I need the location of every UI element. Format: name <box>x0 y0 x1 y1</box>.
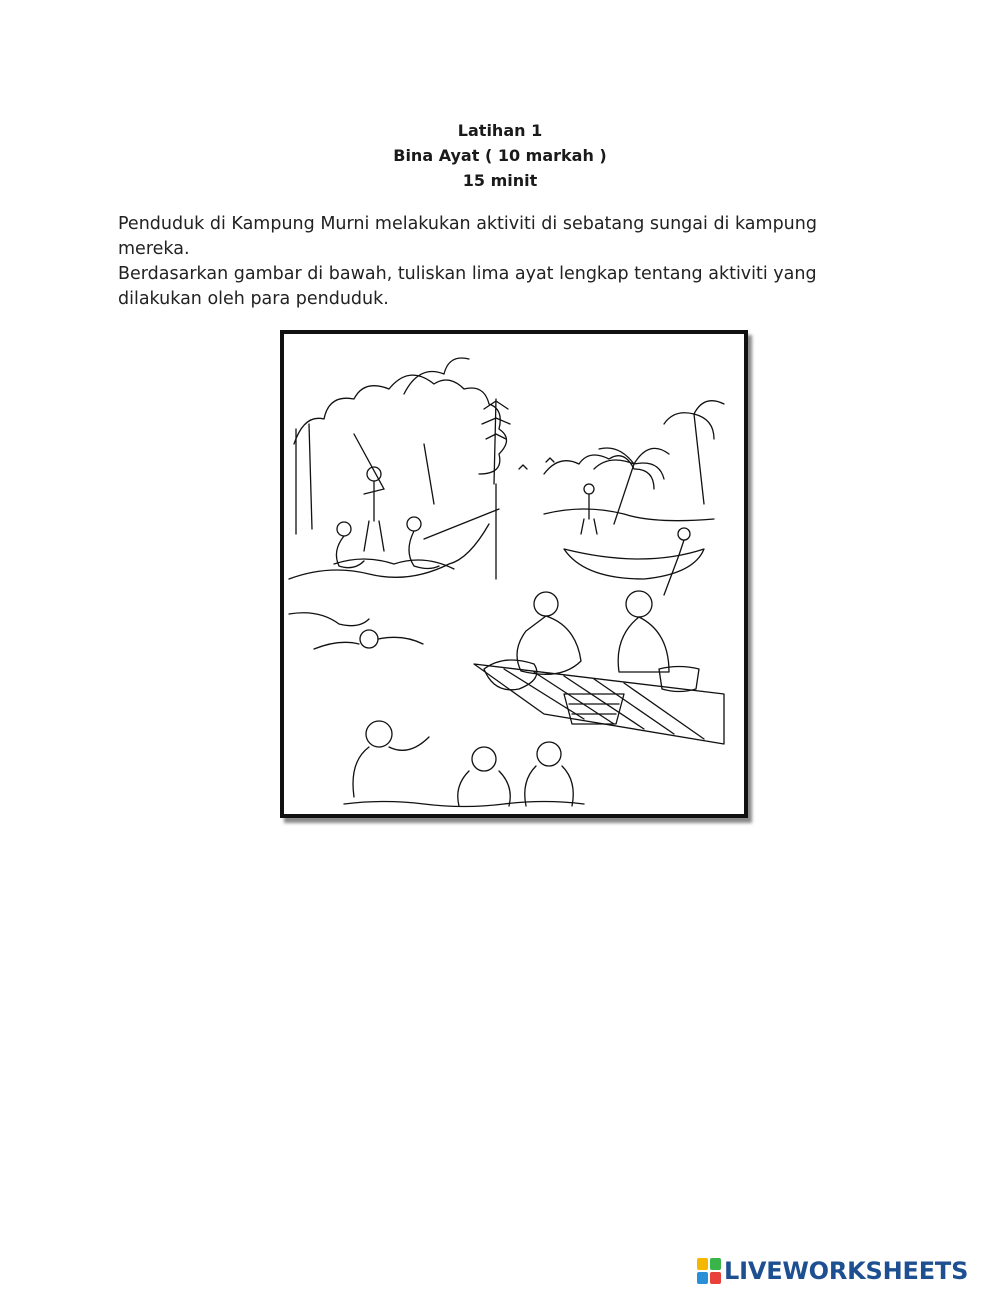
time-limit: 15 minit <box>462 171 538 190</box>
palm-tree-far-right <box>664 401 724 504</box>
instruction-paragraph-2: Berdasarkan gambar di bawah, tuliskan lima ayat lengkap tentang aktiviti yang dilakukan oleh para penduduk. <box>118 264 817 309</box>
right-riverbank <box>544 509 714 521</box>
child-3-body <box>525 766 574 806</box>
logo-mark-icon <box>697 1258 721 1284</box>
fisherman-sitting-head <box>407 517 421 531</box>
laundry-basket <box>564 694 624 724</box>
boat <box>564 549 704 579</box>
liveworksheets-logo[interactable] <box>697 1255 968 1287</box>
child-1-head <box>366 721 392 747</box>
boatman-head <box>678 528 690 540</box>
boatman-body <box>664 540 684 595</box>
child-1-body <box>353 737 429 797</box>
water-ripples <box>344 802 584 807</box>
instructions <box>118 212 888 312</box>
child-2-head <box>472 747 496 771</box>
bird-2 <box>546 458 554 462</box>
fishing-rod-2 <box>424 509 499 539</box>
left-shore-grass <box>289 613 369 626</box>
far-person-body <box>581 494 597 534</box>
fisherman-sitting-body <box>409 531 439 569</box>
tree-trunk-2 <box>309 424 312 529</box>
child-3-head <box>537 742 561 766</box>
swimmer-body <box>314 637 423 649</box>
tree-trunk-4 <box>494 399 496 484</box>
child-on-bank-body <box>336 536 364 568</box>
tree-canopy-top <box>404 358 469 394</box>
woman-1-body <box>517 616 581 674</box>
bucket <box>659 667 699 692</box>
tree-trunk-3 <box>424 444 434 504</box>
exercise-title: Latihan 1 <box>457 121 543 140</box>
washing-clothes <box>484 660 537 690</box>
bird-1 <box>519 465 527 469</box>
woman-1-head <box>534 592 558 616</box>
worksheet-header <box>0 118 1000 193</box>
woman-2-head <box>626 591 652 617</box>
left-riverbank <box>289 524 489 579</box>
foliage-right <box>544 455 654 489</box>
child-2-body <box>458 771 511 806</box>
river-activity-illustration <box>280 330 748 818</box>
task-title: Bina Ayat ( 10 markah ) <box>393 146 607 165</box>
far-person-head <box>584 484 594 494</box>
instruction-paragraph-1: Penduduk di Kampung Murni melakukan aktiviti di sebatang sungai di kampung mereka. <box>118 214 817 259</box>
river-scene-drawing <box>284 334 744 814</box>
fishing-rod-1 <box>354 434 384 489</box>
logo-text: LIVEWORKSHEETS <box>724 1257 969 1285</box>
palm-tree-right <box>594 448 669 524</box>
woman-2-body <box>618 617 669 672</box>
tree-canopy-left <box>294 375 507 474</box>
child-on-bank-head <box>337 522 351 536</box>
fisherman-standing-body <box>364 481 384 551</box>
swimmer-head <box>360 630 378 648</box>
